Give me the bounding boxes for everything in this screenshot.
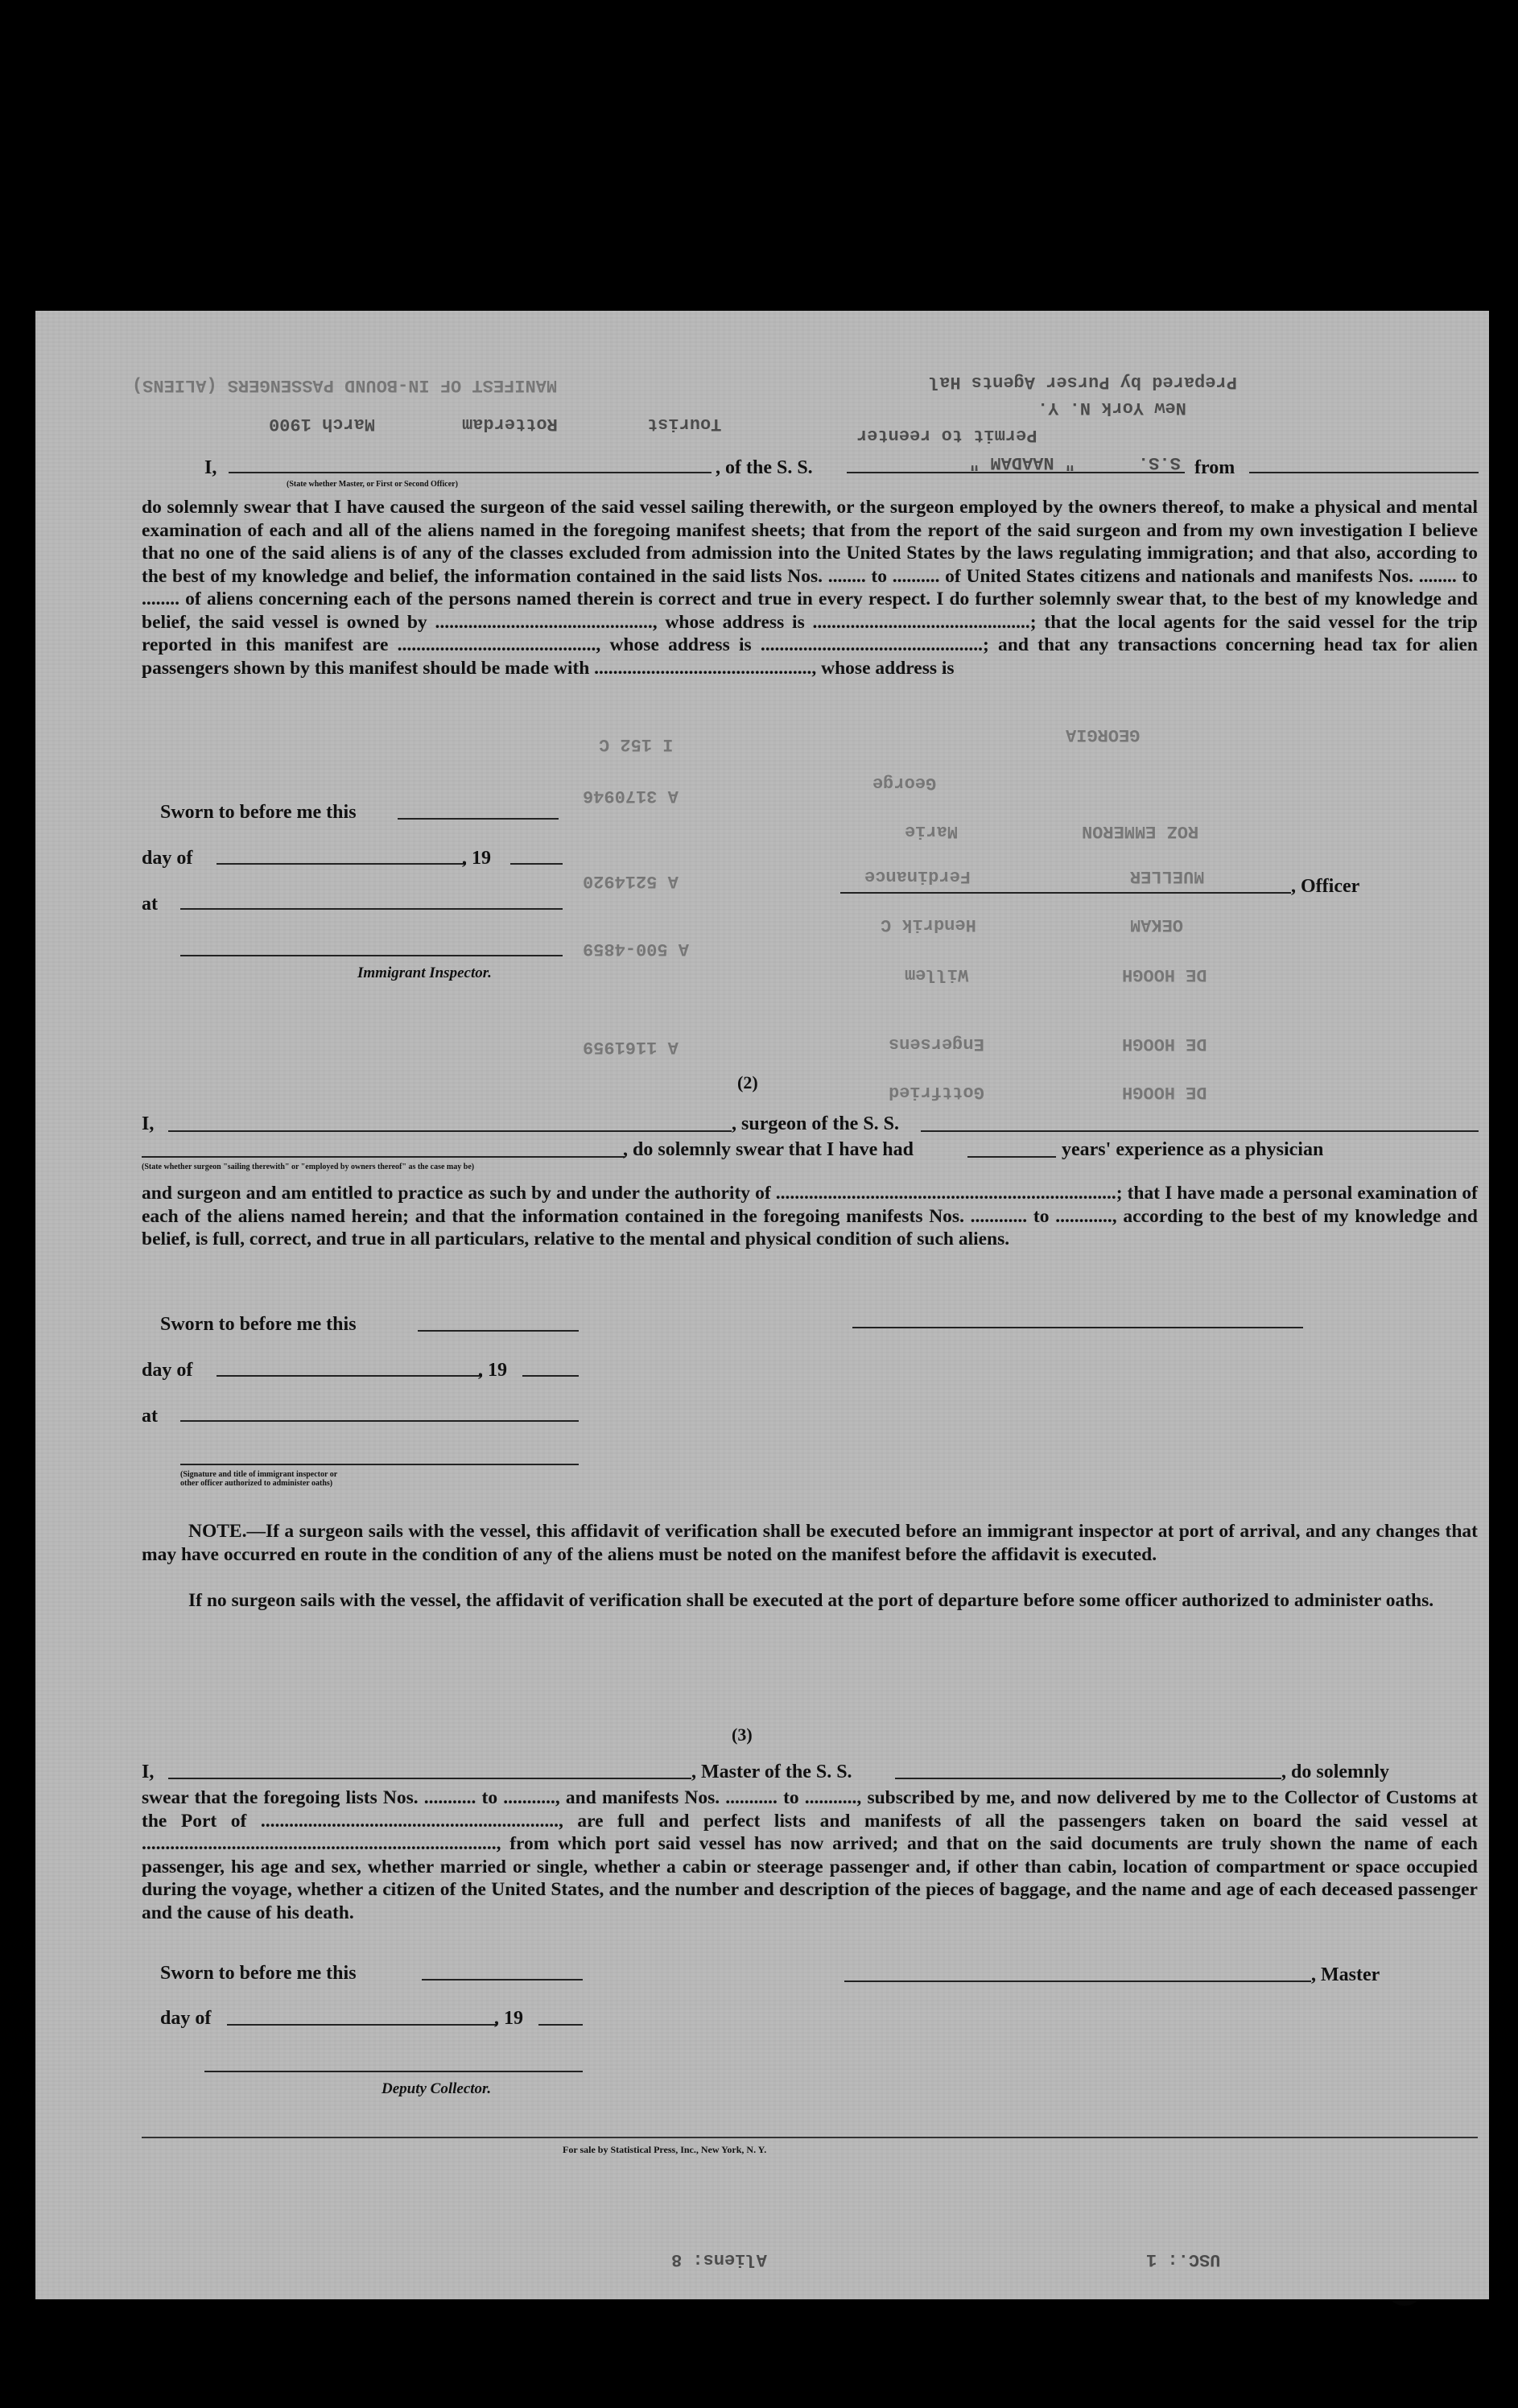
bleed-name: OEKAM: [1130, 915, 1184, 935]
s1-sworn: Sworn to before me this: [160, 802, 357, 823]
manifest-affidavit-page: [35, 311, 1489, 2299]
s2-solemnly: , do solemnly swear that I have had: [623, 1139, 914, 1160]
s1-inspector: Immigrant Inspector.: [357, 964, 492, 981]
s1-inspector-signature-field[interactable]: [180, 955, 563, 956]
s1-at: at: [142, 894, 158, 915]
bleed-ship: " NAADAM ": [969, 452, 1076, 473]
s3-year-field[interactable]: [538, 2024, 583, 2026]
s1-year: , 19: [462, 848, 491, 869]
s2-inspector-signature-field[interactable]: [180, 1464, 579, 1465]
bleed-rotterdam: Rotterdam: [462, 414, 558, 434]
bleed-march: March 1900: [269, 414, 376, 434]
bleed-name: Willem: [905, 964, 969, 985]
s1-state-hint: (State whether Master, or First or Second Officer): [287, 480, 458, 489]
s2-day-of: day of: [142, 1360, 193, 1381]
s3-deputy: Deputy Collector.: [382, 2080, 492, 2097]
bleed-name: DE HOOGH: [1122, 964, 1207, 985]
s2-state-hint: (State whether surgeon "sailing therewith" or "employed by owners thereof" as the case may be): [142, 1163, 475, 1171]
bleed-code: A 3170946: [583, 786, 679, 806]
bleed-code: A 5214920: [583, 871, 679, 891]
s3-number: (3): [732, 1724, 753, 1745]
s1-sworn-field[interactable]: [398, 818, 559, 820]
s2-sworn: Sworn to before me this: [160, 1314, 357, 1335]
s2-vessel-field[interactable]: [921, 1130, 1479, 1132]
s3-solemnly: , do solemnly: [1281, 1762, 1390, 1782]
s2-oath-paragraph: and surgeon and am entitled to practice as such by and under the authority of ........................................................................; that I have made a personal examination of each of the aliens named herein; and that the information contained in the foregoing manifests Nos. ............ to ............, according to the best of my knowledge and belief, is full, correct, and true in all particulars, relative to the mental and physical condition of such aliens.: [142, 1183, 1478, 1249]
s2-years: years' experience as a physician: [1062, 1139, 1324, 1160]
bleed-name: George: [872, 773, 937, 793]
s2-note2: If no surgeon sails with the vessel, the affidavit of verification shall be executed at the port of departure before some officer authorized to administer oaths.: [188, 1590, 1434, 1611]
s1-of-ss: , of the S. S.: [716, 457, 813, 478]
s3-master: , Master: [1311, 1964, 1380, 1985]
bleed-name: GEORGIA: [1066, 725, 1141, 745]
s2-at: at: [142, 1406, 158, 1427]
bleed-name: Marie: [905, 821, 959, 841]
bleed-name: Engersens: [889, 1034, 984, 1054]
bleed-usc: USC.: 1: [1146, 2249, 1221, 2270]
s1-oath-paragraph: do solemnly swear that I have caused the surgeon of the said vessel sailing therewith, or the surgeon employed by the owners thereof, to make a physical and mental examination of each and all of the aliens named in the foregoing manifest sheets; that from the report of the said surgeon and from my own investigation I believe that no one of the said aliens is of any of the classes excluded from admission into the United States by the laws regulating immigration; and that also, according to the best of my knowledge and belief, the information contained in the said lists Nos. ........ to .......... of United States citizens and nationals and manifests Nos. ........ to ........ of aliens concerning each of the persons named therein is correct and true in every respect. I do further solemnly swear that, to the best of my knowledge and belief, the said vessel is owned by .............................................., whose address is ..............................................; that the local agents for the said vessel for the trip reported in this manifest are .........................................., whose address is ...............................................; and that any transactions concerning head tax for alien passengers shown by this manifest should be made with .............................................., whose address is: [142, 497, 1478, 679]
s3-master-of: , Master of the S. S.: [691, 1762, 852, 1782]
bleed-tourist: Tourist: [647, 414, 722, 434]
s2-note1: NOTE.—If a surgeon sails with the vessel, this affidavit of verification shall be executed before an immigrant inspector at port of arrival, and any changes that may have occurred en route in the condition of any of the aliens must be noted on the manifest before the affidavit is executed.: [142, 1521, 1478, 1565]
s3-day-field[interactable]: [227, 2024, 497, 2026]
s1-officer-signature-field[interactable]: [840, 892, 1291, 894]
s2-surgeon-name-field[interactable]: [168, 1130, 732, 1132]
s3-master-name-field[interactable]: [168, 1778, 691, 1779]
s3-year: , 19: [494, 2008, 523, 2029]
bleed-manifest-title: MANIFEST OF IN-BOUND PASSENGERS (ALIENS): [132, 375, 558, 395]
footer-rule: [142, 2137, 1478, 2138]
s2-sailing-field[interactable]: [142, 1156, 625, 1158]
s2-year-field[interactable]: [522, 1375, 579, 1377]
s1-officer: , Officer: [1291, 876, 1360, 897]
s1-officer-name-field[interactable]: [229, 472, 712, 473]
s2-number: (2): [737, 1072, 758, 1092]
bleed-code: I 152 C: [599, 734, 674, 754]
s3-sworn-field[interactable]: [422, 1979, 583, 1981]
bleed-name: MUELLER: [1130, 866, 1205, 886]
s2-i-label: I,: [142, 1113, 155, 1134]
bleed-code: A 500-4859: [583, 939, 690, 959]
bleed-name: Gottfried: [889, 1082, 984, 1102]
s3-master-signature-field[interactable]: [844, 1981, 1311, 1982]
bleed-name: DE HOOGH: [1122, 1034, 1207, 1054]
s2-day-field[interactable]: [217, 1375, 482, 1377]
s1-day-field[interactable]: [217, 863, 466, 865]
bleed-name: Ferdinance: [864, 866, 971, 886]
bleed-header3: Permit to reenter: [856, 425, 1037, 445]
s2-year: , 19: [478, 1360, 507, 1381]
s3-oath-paragraph: swear that the foregoing lists Nos. ........... to ..........., and manifests Nos. ........... to ..........., subscribed by me, and now delivered by me to the Collector of Customs at the Port of ..............................................................., are full and perfect lists and manifests of all the passengers taken on board the said vessel at ..........................................................................., from which port said vessel has now arrived; and that on the said documents are truly shown the name of each passenger, his age and sex, whether married or single, whether a cabin or steerage passenger and, if other than cabin, location of compartment or space occupied during the voyage, whether a citizen of the United States, and the number and description of the pieces of baggage, and the name and age of each deceased passenger and the cause of his death.: [142, 1787, 1478, 1923]
bleed-name: ROZ EMMERON: [1082, 821, 1199, 841]
s3-vessel-field[interactable]: [895, 1778, 1281, 1779]
s1-day-of: day of: [142, 848, 193, 869]
bleed-aliens: Aliens: 8: [671, 2249, 767, 2270]
s1-vessel-field[interactable]: [847, 472, 1185, 473]
s1-from-field[interactable]: [1249, 472, 1479, 473]
s2-surgeon-of: , surgeon of the S. S.: [732, 1113, 900, 1134]
bleed-name: DE HOOGH: [1122, 1082, 1207, 1102]
s2-years-field[interactable]: [967, 1156, 1056, 1158]
s2-sworn-field[interactable]: [418, 1330, 579, 1332]
footer-printer: For sale by Statistical Press, Inc., New York, N. Y.: [563, 2144, 767, 2155]
s3-sworn: Sworn to before me this: [160, 1963, 357, 1984]
s2-sig-hint: (Signature and title of immigrant inspector or other officer authorized to administer oaths): [180, 1470, 337, 1488]
bleed-name: Hendrik C: [881, 915, 976, 935]
s1-at-field[interactable]: [180, 908, 563, 910]
bleed-header1: Prepared by Purser Agents Hal: [929, 372, 1237, 392]
s3-day-of: day of: [160, 2008, 212, 2029]
s1-from: from: [1194, 457, 1235, 478]
s3-i-label: I,: [142, 1762, 155, 1782]
s1-year-field[interactable]: [510, 863, 563, 865]
bleed-code: A 1161959: [583, 1037, 679, 1057]
s2-surgeon-signature-field[interactable]: [852, 1327, 1303, 1328]
bleed-ss: S.S.: [1138, 452, 1181, 473]
s3-deputy-signature-field[interactable]: [204, 2071, 583, 2072]
s2-at-field[interactable]: [180, 1420, 579, 1422]
s1-i-label: I,: [204, 457, 217, 478]
bleed-header2: New York N. Y.: [1037, 398, 1186, 418]
